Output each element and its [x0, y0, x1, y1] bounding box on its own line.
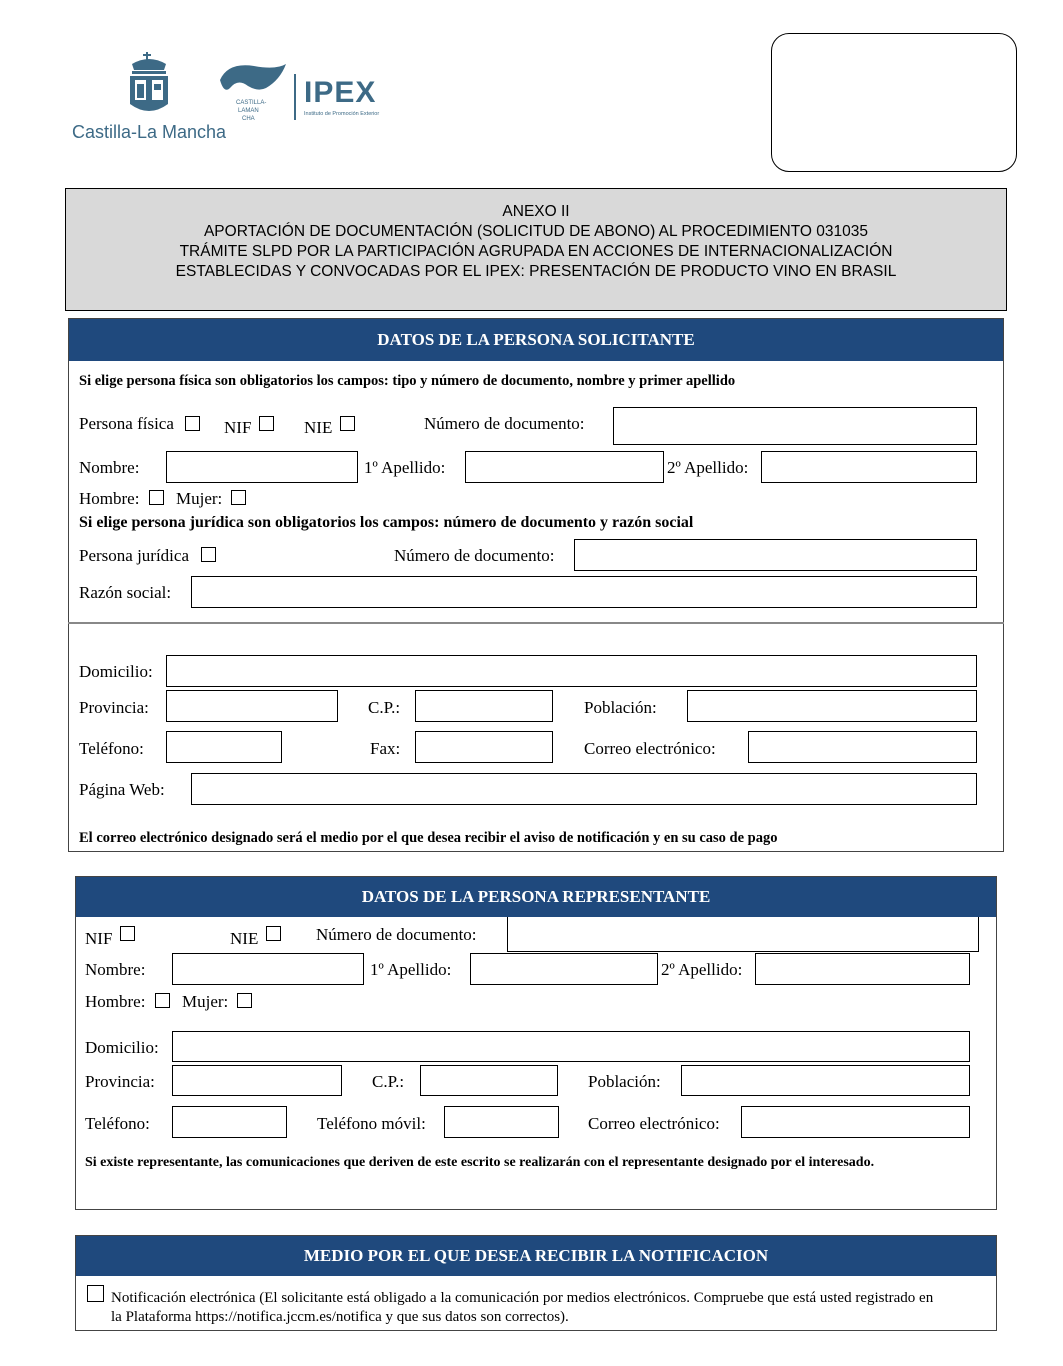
rep-nif-label: NIF — [85, 929, 113, 948]
notificacion-line-1: Notificación electrónica (El solicitante está obligado a la comunicación por medios electrónicos. Compruebe que está usted registrado en — [111, 1290, 934, 1306]
numero-documento-field[interactable] — [613, 407, 977, 445]
correo-field[interactable] — [748, 731, 977, 763]
svg-text:CHA: CHA — [242, 116, 255, 122]
rep-movil-field[interactable] — [444, 1106, 559, 1138]
anexo-line-3: TRÁMITE SLPD POR LA PARTICIPACIÓN AGRUPADA EN ACCIONES DE INTERNACIONALIZACIÓN — [179, 243, 893, 260]
rep-movil-label: Teléfono móvil: — [317, 1114, 426, 1133]
representante-note: Si existe representante, las comunicaciones que deriven de este escrito se realizarán con el representante designado por el interesado. — [85, 1155, 875, 1170]
numero-documento-juridica-label: Número de documento: — [394, 546, 555, 565]
rep-hombre-checkbox[interactable] — [155, 993, 170, 1008]
rep-correo-field[interactable] — [741, 1106, 970, 1138]
solicitante-note-juridica: Si elige persona jurídica son obligatorios los campos: número de documento y razón social — [79, 514, 694, 531]
nif-checkbox[interactable] — [259, 416, 274, 431]
telefono-field[interactable] — [166, 731, 282, 763]
rep-mujer-label: Mujer: — [182, 992, 229, 1011]
rep-provincia-field[interactable] — [172, 1065, 342, 1096]
cp-field[interactable] — [415, 690, 553, 722]
ipex-text: IPEX — [304, 76, 377, 109]
anexo-line-4: ESTABLECIDAS Y CONVOCADAS POR EL IPEX: PRESENTACIÓN DE PRODUCTO VINO EN BRASIL — [175, 263, 897, 280]
rep-apellido2-label: 2º Apellido: — [661, 960, 743, 979]
solicitante-header: DATOS DE LA PERSONA SOLICITANTE — [69, 319, 1003, 361]
cp-label: C.P.: — [368, 698, 401, 717]
rep-mujer-checkbox[interactable] — [237, 993, 252, 1008]
razon-social-field[interactable] — [191, 576, 977, 608]
rep-nie-label: NIE — [230, 929, 259, 948]
rep-nombre-label: Nombre: — [85, 960, 146, 979]
provincia-label: Provincia: — [79, 698, 149, 717]
rep-telefono-label: Teléfono: — [85, 1114, 150, 1133]
rep-apellido1-field[interactable] — [470, 953, 658, 985]
rep-domicilio-field[interactable] — [172, 1031, 970, 1062]
nie-checkbox[interactable] — [340, 416, 355, 431]
rep-poblacion-field[interactable] — [681, 1065, 970, 1096]
svg-text:CASTILLA-: CASTILLA- — [236, 100, 267, 106]
rep-provincia-label: Provincia: — [85, 1072, 155, 1091]
registration-stamp-box — [771, 33, 1017, 172]
domicilio-field[interactable] — [166, 655, 977, 687]
mujer-label: Mujer: — [176, 489, 223, 508]
provincia-field[interactable] — [166, 690, 338, 722]
persona-juridica-label: Persona jurídica — [79, 546, 189, 565]
castilla-la-mancha-text: Castilla-La Mancha — [72, 122, 227, 142]
rep-nif-checkbox[interactable] — [120, 926, 135, 941]
razon-social-label: Razón social: — [79, 583, 172, 602]
fax-label: Fax: — [370, 739, 401, 758]
web-label: Página Web: — [79, 780, 165, 799]
anexo-line-1: ANEXO II — [502, 203, 570, 220]
apellido2-field[interactable] — [761, 451, 977, 483]
nif-label: NIF — [224, 418, 252, 437]
numero-documento-label: Número de documento: — [424, 414, 585, 433]
ipex-subtitle: Instituto de Promoción Exterior — [304, 111, 380, 117]
ipex-divider — [294, 74, 296, 120]
representante-header: DATOS DE LA PERSONA REPRESENTANTE — [76, 877, 996, 917]
rep-telefono-field[interactable] — [172, 1106, 287, 1138]
anexo-line-2: APORTACIÓN DE DOCUMENTACIÓN (SOLICITUD DE ABONO) AL PROCEDIMIENTO 031035 — [203, 223, 869, 240]
notificacion-electronica-checkbox[interactable] — [87, 1285, 104, 1302]
apellido2-label: 2º Apellido: — [667, 458, 749, 477]
rep-domicilio-label: Domicilio: — [85, 1038, 159, 1057]
rep-numero-documento-label: Número de documento: — [316, 925, 477, 944]
hombre-checkbox[interactable] — [149, 490, 164, 505]
solicitante-note-correo: El correo electrónico designado será el medio por el que desea recibir el aviso de notificación y en su caso de pago — [79, 830, 778, 846]
persona-fisica-checkbox[interactable] — [185, 416, 200, 431]
telefono-label: Teléfono: — [79, 739, 144, 758]
apellido1-field[interactable] — [465, 451, 664, 483]
rep-numero-documento-field[interactable] — [507, 917, 979, 952]
apellido1-label: 1º Apellido: — [364, 458, 446, 477]
nie-label: NIE — [304, 418, 333, 437]
logo-area — [72, 48, 380, 144]
svg-text:LAMAN: LAMAN — [238, 108, 259, 114]
rep-apellido1-label: 1º Apellido: — [370, 960, 452, 979]
notificacion-header: MEDIO POR EL QUE DESEA RECIBIR LA NOTIFICACION — [76, 1236, 996, 1276]
mujer-checkbox[interactable] — [231, 490, 246, 505]
rep-cp-label: C.P.: — [372, 1072, 405, 1091]
hombre-label: Hombre: — [79, 489, 140, 508]
nombre-field[interactable] — [166, 451, 358, 483]
notificacion-line-2: la Plataforma https://notifica.jccm.es/notifica y que sus datos son correctos). — [111, 1309, 569, 1325]
notificacion-text — [111, 1289, 933, 1327]
rep-poblacion-label: Población: — [588, 1072, 661, 1091]
persona-juridica-checkbox[interactable] — [201, 547, 216, 562]
numero-documento-juridica-field[interactable] — [574, 539, 977, 571]
poblacion-field[interactable] — [687, 690, 977, 722]
rep-hombre-label: Hombre: — [85, 992, 146, 1011]
poblacion-label: Población: — [584, 698, 657, 717]
castilla-la-mancha-crest-icon — [124, 50, 174, 122]
rep-cp-field[interactable] — [420, 1065, 558, 1096]
fax-field[interactable] — [415, 731, 553, 763]
rep-nie-checkbox[interactable] — [266, 926, 281, 941]
solicitante-note-fisica: Si elige persona física son obligatorios los campos: tipo y número de documento, nombre y primer apellido — [79, 373, 736, 389]
anexo-title-box — [65, 188, 1007, 311]
nombre-label: Nombre: — [79, 458, 140, 477]
ipex-wave-icon — [218, 58, 288, 128]
rep-nombre-field[interactable] — [172, 953, 364, 985]
rep-correo-label: Correo electrónico: — [588, 1114, 720, 1133]
persona-fisica-label: Persona física — [79, 414, 174, 433]
web-field[interactable] — [191, 773, 977, 805]
correo-label: Correo electrónico: — [584, 739, 716, 758]
solicitante-divider — [68, 622, 1004, 624]
rep-apellido2-field[interactable] — [755, 953, 970, 985]
domicilio-label: Domicilio: — [79, 662, 153, 681]
